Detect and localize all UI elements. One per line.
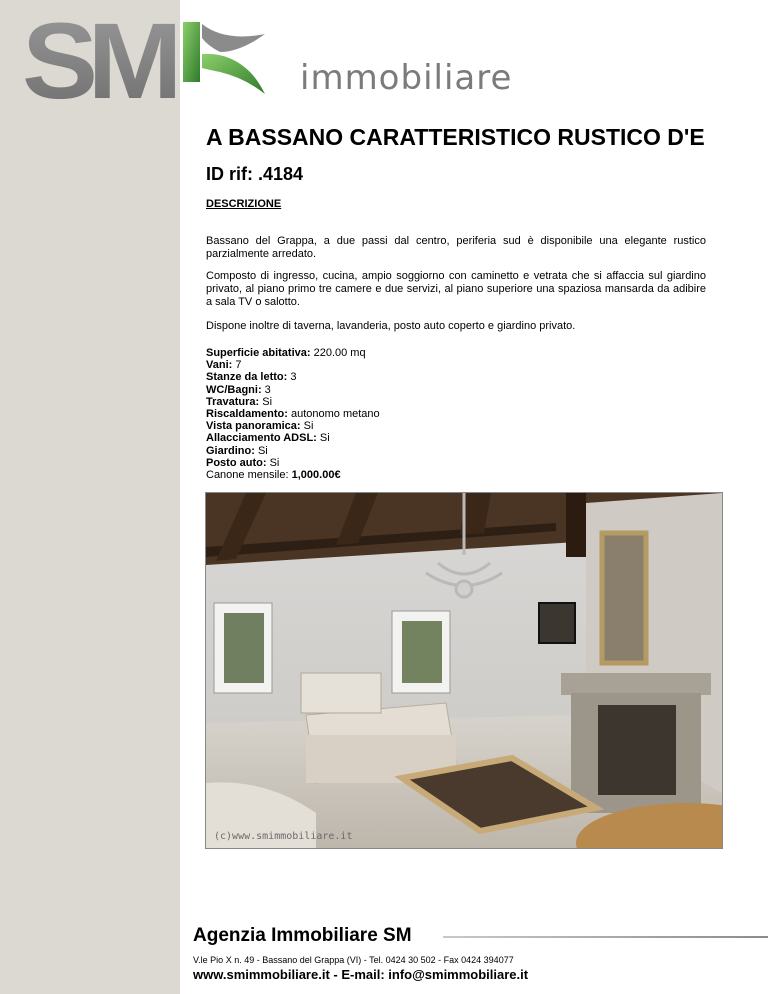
listing-id-ref: ID rif: .4184 xyxy=(206,164,304,184)
feature-row xyxy=(206,396,380,408)
feature-value: 3 xyxy=(264,383,271,396)
header-logo xyxy=(0,0,768,110)
section-heading: DESCRIZIONE xyxy=(206,198,282,210)
feature-row xyxy=(206,432,380,444)
property-photo xyxy=(205,492,723,849)
footer-divider xyxy=(443,936,768,938)
rent-value: 1,000.00€ xyxy=(291,469,341,482)
rent-row xyxy=(206,469,380,481)
listing-title: A BASSANO CARATTERISTICO RUSTICO D'E xyxy=(206,124,705,150)
rent-label: Canone mensile: xyxy=(206,469,289,482)
feature-value: Si xyxy=(303,420,314,433)
living-room-photo-illustration xyxy=(206,493,722,848)
feature-label: Superficie abitativa: xyxy=(206,347,311,359)
feature-row xyxy=(206,347,380,359)
feature-label: Vani: xyxy=(206,359,233,372)
feature-value: autonomo metano xyxy=(290,408,380,421)
feature-value: 220.00 mq xyxy=(313,347,366,359)
footer-web-contact: www.smimmobiliare.it - E-mail: info@smimmobiliare.it xyxy=(193,967,529,982)
description-paragraph: Bassano del Grappa, a due passi dal centro, periferia sud è disponibile una elegante rustico parzialmente arredato. xyxy=(206,235,706,260)
feature-value: 3 xyxy=(290,371,297,384)
features-list xyxy=(206,347,380,481)
footer-address: V.le Pio X n. 49 - Bassano del Grappa (VI) - Tel. 0424 30 502 - Fax 0424 394077 xyxy=(193,955,514,965)
feature-row xyxy=(206,384,380,396)
description-paragraph: Composto di ingresso, cucina, ampio soggiorno con caminetto e vetrata che si affaccia sul giardino privato, al piano primo tre camere e due servizi, al piano superiore una spaziosa mansarda da adibire a sala TV o salotto. xyxy=(206,270,706,308)
photo-watermark: (c)www.smimmobiliare.it xyxy=(214,831,353,842)
feature-label: WC/Bagni: xyxy=(206,383,262,396)
footer-agency-name: Agenzia Immobiliare SM xyxy=(193,925,412,946)
feature-row xyxy=(206,408,380,420)
feature-label: Riscaldamento: xyxy=(206,408,288,421)
sm-logo-mark xyxy=(20,12,280,104)
feature-row xyxy=(206,457,380,469)
feature-row xyxy=(206,371,380,383)
feature-row xyxy=(206,359,380,371)
feature-value: Si xyxy=(269,456,280,469)
feature-label: Travatura: xyxy=(206,395,260,408)
feature-row xyxy=(206,420,380,432)
feature-value: 7 xyxy=(235,359,242,372)
description-paragraph: Dispone inoltre di taverna, lavanderia, posto auto coperto e giardino privato. xyxy=(206,320,576,332)
feature-label: Allacciamento ADSL: xyxy=(206,432,317,445)
feature-value: Si xyxy=(262,395,273,408)
feature-row xyxy=(206,445,380,457)
feature-value: Si xyxy=(257,444,268,457)
feature-label: Giardino: xyxy=(206,444,255,457)
feature-value: Si xyxy=(319,432,330,445)
logo-wordmark: immobiliare xyxy=(300,58,513,98)
feature-label: Posto auto: xyxy=(206,456,267,469)
left-sidebar-band xyxy=(0,0,180,994)
feature-label: Stanze da letto: xyxy=(206,371,288,384)
feature-label: Vista panoramica: xyxy=(206,420,301,433)
logo-letters: SM xyxy=(22,12,176,104)
